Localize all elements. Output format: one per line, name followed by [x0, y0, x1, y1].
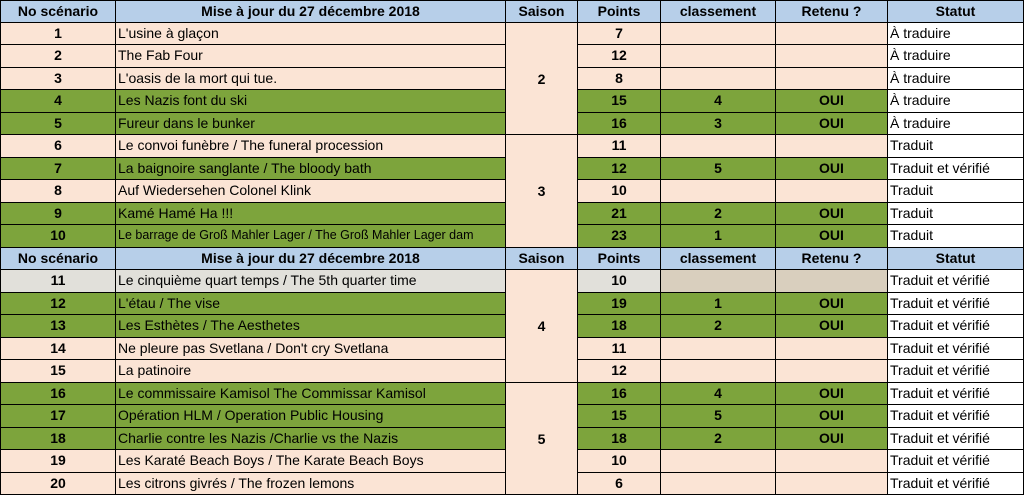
header-rank-repeat: classement — [661, 248, 776, 270]
rank-cell[interactable] — [661, 473, 776, 495]
rank-cell[interactable] — [661, 270, 776, 293]
season-cell[interactable]: 2 — [506, 23, 578, 135]
header-title-repeat: Mise à jour du 27 décembre 2018 — [116, 248, 506, 270]
season-cell[interactable]: 4 — [506, 270, 578, 383]
scenario-number[interactable]: 16 — [0, 383, 116, 405]
kept-cell[interactable] — [776, 338, 888, 360]
status-cell[interactable]: À traduire — [888, 23, 1024, 45]
kept-cell[interactable] — [776, 450, 888, 473]
rank-cell[interactable]: 2 — [661, 203, 776, 225]
kept-cell[interactable]: OUI — [776, 405, 888, 428]
scenario-title[interactable]: La baignoire sanglante / The bloody bath — [116, 158, 506, 180]
rank-cell[interactable]: 5 — [661, 158, 776, 180]
points-cell[interactable]: 18 — [578, 315, 661, 338]
scenario-title[interactable]: The Fab Four — [116, 45, 506, 68]
points-cell[interactable]: 12 — [578, 158, 661, 180]
scenario-title[interactable]: Les citrons givrés / The frozen lemons — [116, 473, 506, 495]
status-cell[interactable]: Traduit et vérifié — [888, 158, 1024, 180]
status-cell[interactable]: Traduit et vérifié — [888, 293, 1024, 315]
points-cell[interactable]: 10 — [578, 450, 661, 473]
kept-cell[interactable] — [776, 270, 888, 293]
status-cell[interactable]: Traduit et vérifié — [888, 270, 1024, 293]
points-cell[interactable]: 19 — [578, 293, 661, 315]
header-kept: Retenu ? — [776, 0, 888, 23]
scenario-title[interactable]: La patinoire — [116, 360, 506, 383]
rank-cell[interactable]: 4 — [661, 383, 776, 405]
status-cell[interactable]: Traduit — [888, 135, 1024, 158]
rank-cell[interactable]: 3 — [661, 113, 776, 135]
kept-cell[interactable] — [776, 23, 888, 45]
scenario-title[interactable]: Les Nazis font du ski — [116, 90, 506, 113]
season-cell[interactable]: 3 — [506, 135, 578, 248]
scenario-number[interactable]: 20 — [0, 473, 116, 495]
rank-cell[interactable] — [661, 338, 776, 360]
kept-cell[interactable]: OUI — [776, 383, 888, 405]
status-cell[interactable]: Traduit et vérifié — [888, 315, 1024, 338]
scenario-title[interactable]: Le barrage de Groß Mahler Lager / The Groß Mahler Lager dam — [116, 225, 506, 248]
scenario-title[interactable]: Le cinquième quart temps / The 5th quarter time — [116, 270, 506, 293]
rank-cell[interactable] — [661, 68, 776, 90]
scenario-number[interactable]: 9 — [0, 203, 116, 225]
points-cell[interactable]: 18 — [578, 428, 661, 450]
season-cell[interactable]: 5 — [506, 383, 578, 495]
kept-cell[interactable]: OUI — [776, 90, 888, 113]
status-cell[interactable]: À traduire — [888, 45, 1024, 68]
kept-cell[interactable]: OUI — [776, 113, 888, 135]
points-cell[interactable]: 11 — [578, 135, 661, 158]
points-cell[interactable]: 16 — [578, 383, 661, 405]
kept-cell[interactable] — [776, 68, 888, 90]
status-cell[interactable]: À traduire — [888, 68, 1024, 90]
kept-cell[interactable] — [776, 180, 888, 203]
status-cell[interactable]: Traduit et vérifié — [888, 338, 1024, 360]
rank-cell[interactable] — [661, 135, 776, 158]
scenario-number[interactable]: 11 — [0, 270, 116, 293]
scenario-number[interactable]: 12 — [0, 293, 116, 315]
scenario-title[interactable]: L'étau / The vise — [116, 293, 506, 315]
rank-cell[interactable] — [661, 450, 776, 473]
header-num: No scénario — [0, 0, 116, 23]
header-title: Mise à jour du 27 décembre 2018 — [116, 0, 506, 23]
scenario-number[interactable]: 19 — [0, 450, 116, 473]
scenario-number[interactable]: 4 — [0, 90, 116, 113]
scenario-number[interactable]: 17 — [0, 405, 116, 428]
kept-cell[interactable] — [776, 360, 888, 383]
points-cell[interactable]: 15 — [578, 405, 661, 428]
scenario-number[interactable]: 7 — [0, 158, 116, 180]
scenario-number[interactable]: 2 — [0, 45, 116, 68]
points-cell[interactable]: 15 — [578, 90, 661, 113]
kept-cell[interactable]: OUI — [776, 293, 888, 315]
header-season: Saison — [506, 0, 578, 23]
kept-cell[interactable]: OUI — [776, 225, 888, 248]
header-status-repeat: Statut — [888, 248, 1024, 270]
status-cell[interactable]: Traduit et vérifié — [888, 383, 1024, 405]
scenario-title[interactable]: Le commissaire Kamisol The Commissar Kamisol — [116, 383, 506, 405]
scenario-number[interactable]: 10 — [0, 225, 116, 248]
scenario-number[interactable]: 3 — [0, 68, 116, 90]
points-cell[interactable]: 6 — [578, 473, 661, 495]
header-rank: classement — [661, 0, 776, 23]
scenario-title[interactable]: Les Esthètes / The Aesthetes — [116, 315, 506, 338]
status-cell[interactable]: À traduire — [888, 90, 1024, 113]
status-cell[interactable]: Traduit — [888, 203, 1024, 225]
kept-cell[interactable]: OUI — [776, 203, 888, 225]
scenario-title[interactable]: L'oasis de la mort qui tue. — [116, 68, 506, 90]
points-cell[interactable]: 10 — [578, 180, 661, 203]
scenario-number[interactable]: 15 — [0, 360, 116, 383]
status-cell[interactable]: Traduit — [888, 180, 1024, 203]
status-cell[interactable]: Traduit et vérifié — [888, 450, 1024, 473]
scenario-title[interactable]: L'usine à glaçon — [116, 23, 506, 45]
scenario-number[interactable]: 8 — [0, 180, 116, 203]
rank-cell[interactable]: 5 — [661, 405, 776, 428]
scenario-title[interactable]: Ne pleure pas Svetlana / Don't cry Svetlana — [116, 338, 506, 360]
scenario-number[interactable]: 18 — [0, 428, 116, 450]
header-num-repeat: No scénario — [0, 248, 116, 270]
status-cell[interactable]: Traduit — [888, 225, 1024, 248]
scenario-number[interactable]: 13 — [0, 315, 116, 338]
scenario-title[interactable]: Auf Wiedersehen Colonel Klink — [116, 180, 506, 203]
points-cell[interactable]: 11 — [578, 338, 661, 360]
header-kept-repeat: Retenu ? — [776, 248, 888, 270]
rank-cell[interactable] — [661, 360, 776, 383]
points-cell[interactable]: 7 — [578, 23, 661, 45]
header-season-repeat: Saison — [506, 248, 578, 270]
kept-cell[interactable]: OUI — [776, 158, 888, 180]
rank-cell[interactable]: 1 — [661, 293, 776, 315]
status-cell[interactable]: À traduire — [888, 113, 1024, 135]
header-status: Statut — [888, 0, 1024, 23]
rank-cell[interactable] — [661, 45, 776, 68]
scenario-number[interactable]: 14 — [0, 338, 116, 360]
scenario-number[interactable]: 6 — [0, 135, 116, 158]
points-cell[interactable]: 10 — [578, 270, 661, 293]
header-points-repeat: Points — [578, 248, 661, 270]
points-cell[interactable]: 12 — [578, 45, 661, 68]
kept-cell[interactable]: OUI — [776, 428, 888, 450]
rank-cell[interactable]: 4 — [661, 90, 776, 113]
points-cell[interactable]: 21 — [578, 203, 661, 225]
rank-cell[interactable] — [661, 23, 776, 45]
kept-cell[interactable] — [776, 45, 888, 68]
rank-cell[interactable]: 2 — [661, 315, 776, 338]
kept-cell[interactable]: OUI — [776, 315, 888, 338]
header-points: Points — [578, 0, 661, 23]
points-cell[interactable]: 23 — [578, 225, 661, 248]
scenario-title[interactable]: Le convoi funèbre / The funeral procession — [116, 135, 506, 158]
kept-cell[interactable] — [776, 473, 888, 495]
status-cell[interactable]: Traduit et vérifié — [888, 405, 1024, 428]
scenario-number[interactable]: 5 — [0, 113, 116, 135]
scenario-title[interactable]: Opération HLM / Operation Public Housing — [116, 405, 506, 428]
points-cell[interactable]: 16 — [578, 113, 661, 135]
rank-cell[interactable] — [661, 180, 776, 203]
scenario-title[interactable]: Les Karaté Beach Boys / The Karate Beach Boys — [116, 450, 506, 473]
kept-cell[interactable] — [776, 135, 888, 158]
scenario-title[interactable]: Fureur dans le bunker — [116, 113, 506, 135]
points-cell[interactable]: 12 — [578, 360, 661, 383]
rank-cell[interactable]: 1 — [661, 225, 776, 248]
rank-cell[interactable]: 2 — [661, 428, 776, 450]
status-cell[interactable]: Traduit et vérifié — [888, 428, 1024, 450]
status-cell[interactable]: Traduit et vérifié — [888, 473, 1024, 495]
scenario-title[interactable]: Charlie contre les Nazis /Charlie vs the Nazis — [116, 428, 506, 450]
scenario-title[interactable]: Kamé Hamé Ha !!! — [116, 203, 506, 225]
points-cell[interactable]: 8 — [578, 68, 661, 90]
status-cell[interactable]: Traduit et vérifié — [888, 360, 1024, 383]
scenario-number[interactable]: 1 — [0, 23, 116, 45]
